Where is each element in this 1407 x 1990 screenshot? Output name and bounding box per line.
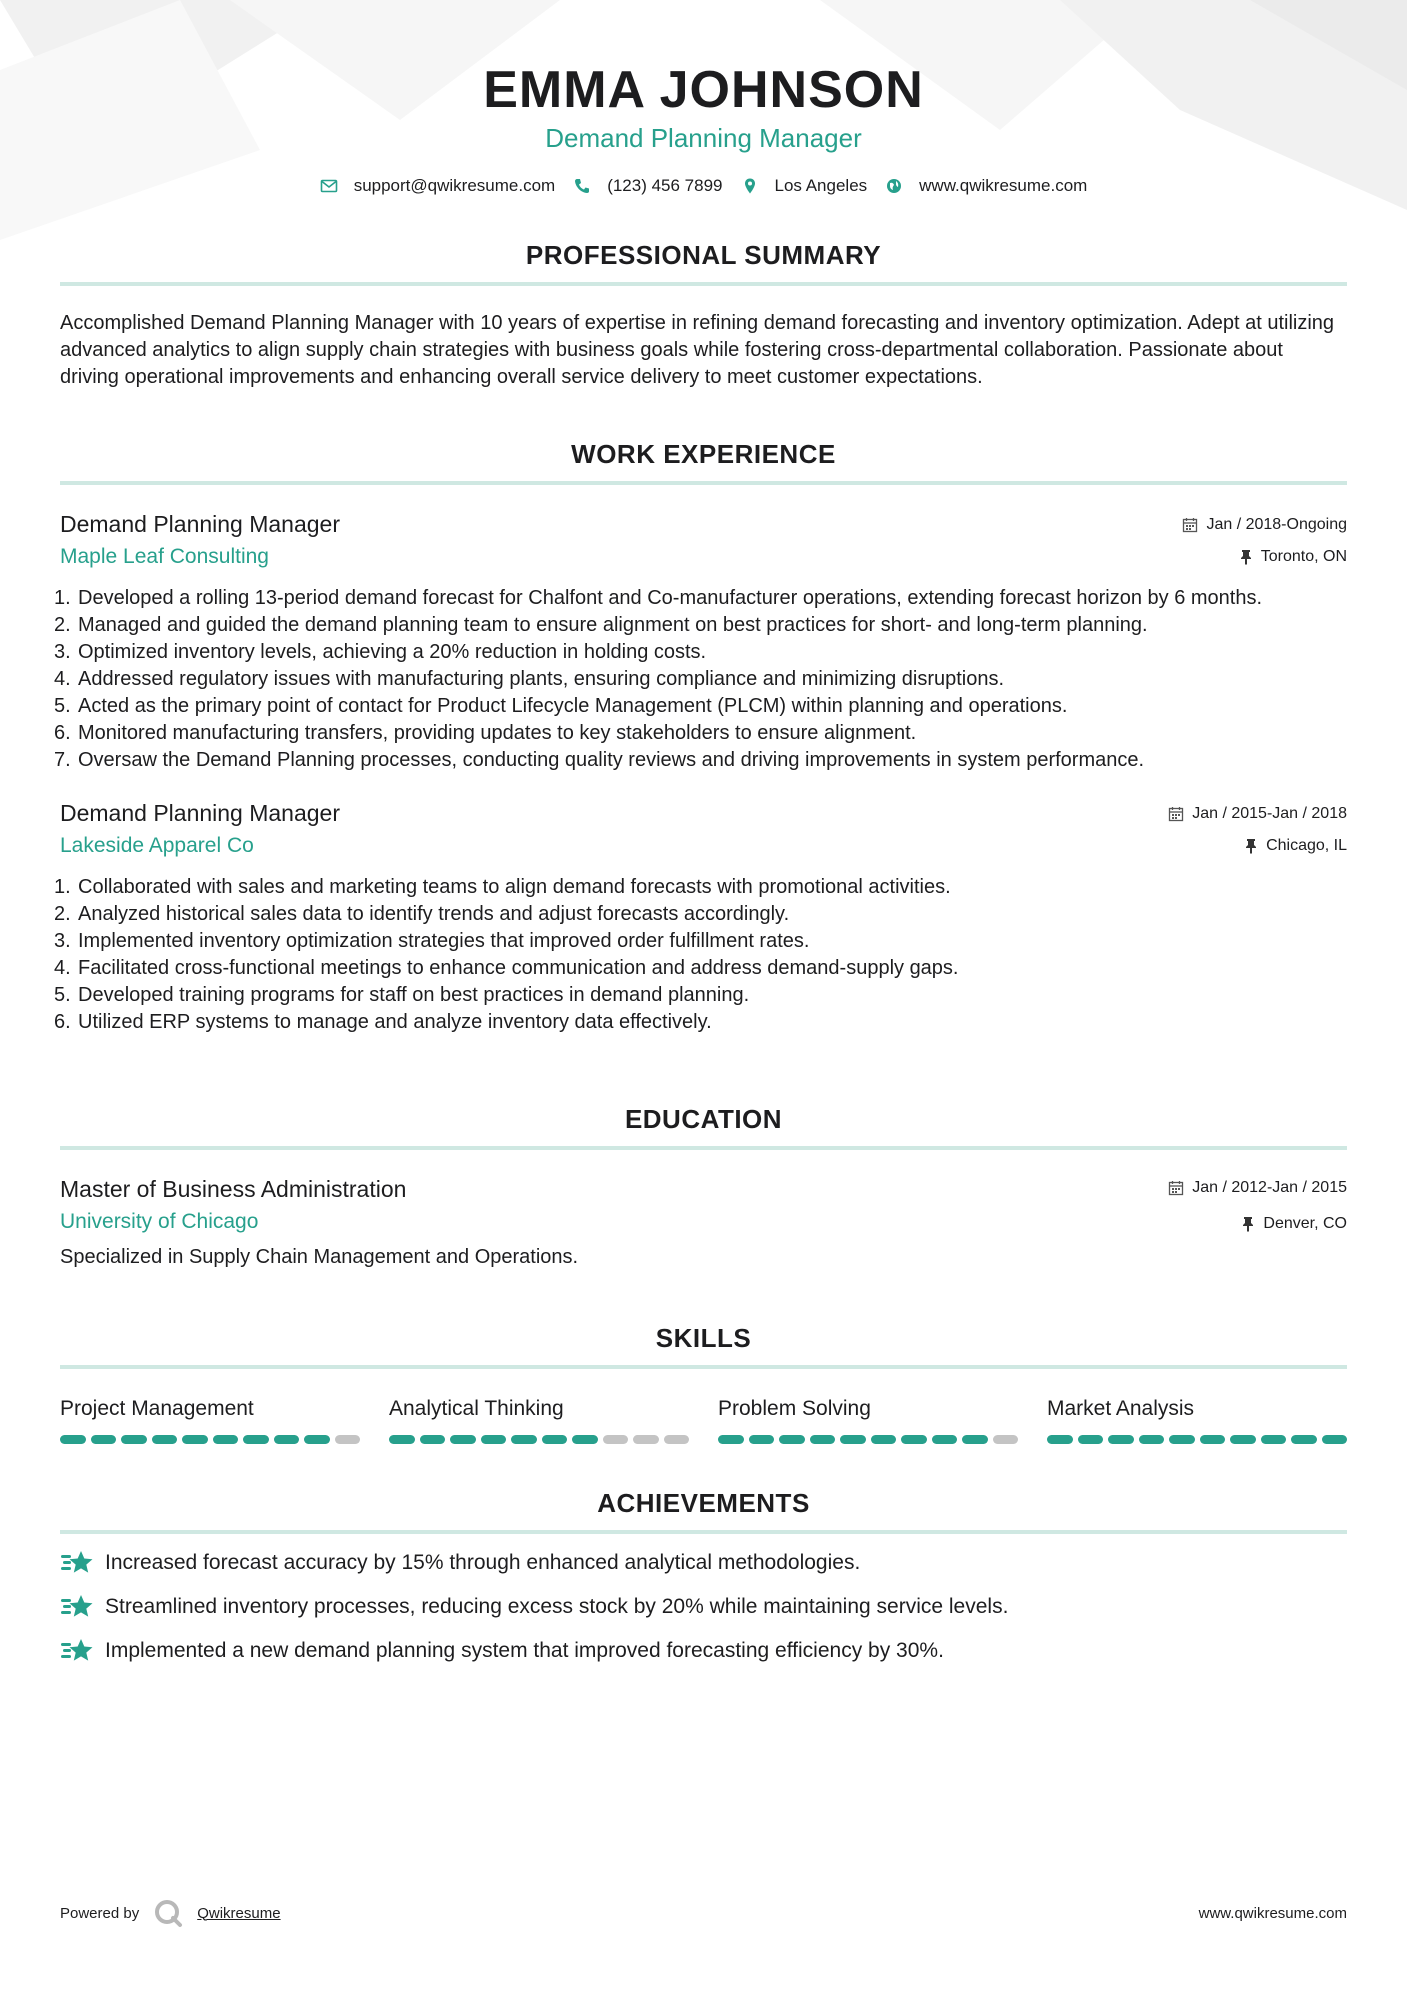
job-meta xyxy=(1168,804,1347,856)
contact-bar xyxy=(60,176,1347,196)
education-entry-header xyxy=(60,1174,1347,1236)
achievements-heading: ACHIEVEMENTS xyxy=(60,1486,1347,1534)
skill-segment-filled xyxy=(1169,1435,1195,1444)
education-detail: Specialized in Supply Chain Management and Operations. xyxy=(60,1246,579,1268)
skill-segment-filled xyxy=(1078,1435,1104,1444)
skill-item xyxy=(389,1395,689,1444)
skill-segment-filled xyxy=(840,1435,866,1444)
phone-icon xyxy=(573,177,591,195)
job-entry xyxy=(60,509,1347,774)
skill-name: Project Management xyxy=(60,1397,254,1420)
list-item: Developed a rolling 13-period demand forecast for Chalfont and Co-manufacturer operations, extending forecast horizon by 6 months. xyxy=(78,587,1263,609)
skill-level-bar xyxy=(1047,1435,1347,1444)
skill-segment-filled xyxy=(871,1435,897,1444)
skill-segment-filled xyxy=(749,1435,775,1444)
list-item: Implemented inventory optimization strategies that improved order fulfillment rates. xyxy=(78,930,810,952)
education-section xyxy=(60,1102,1347,1271)
job-entry-left xyxy=(60,798,340,860)
resume-header xyxy=(60,0,1347,196)
job-dates-text: Jan / 2015-Jan / 2018 xyxy=(1192,805,1347,822)
education-location xyxy=(1168,1214,1347,1234)
qwikresume-logo-icon xyxy=(153,1898,183,1928)
achievement-text: Implemented a new demand planning system that improved forecasting efficiency by 30%. xyxy=(105,1639,944,1662)
skill-item xyxy=(1047,1395,1347,1444)
skill-segment-filled xyxy=(60,1435,86,1444)
calendar-icon xyxy=(1168,1180,1184,1196)
skill-segment-filled xyxy=(91,1435,117,1444)
achievements-section xyxy=(60,1486,1347,1666)
skill-segment-filled xyxy=(962,1435,988,1444)
job-duties-list xyxy=(60,874,1347,1036)
job-meta xyxy=(1182,515,1347,567)
degree-title: Master of Business Administration xyxy=(60,1176,407,1202)
skill-segment-filled xyxy=(1047,1435,1073,1444)
skills-grid xyxy=(60,1395,1347,1444)
skill-name: Problem Solving xyxy=(718,1397,871,1420)
summary-text: Accomplished Demand Planning Manager with 10 years of expertise in refining demand forecasting and inventory optimization. Adept at utilizing advanced analytics to align supply chain strategies with business goals while fostering cross-departmental collaboration. Passionate about driving operational improvements and enhancing overall service delivery to meet customer expectations. xyxy=(60,312,1335,388)
skill-segment-filled xyxy=(1108,1435,1134,1444)
skill-segment-filled xyxy=(1230,1435,1256,1444)
map-pin-icon xyxy=(741,177,759,195)
pushpin-icon xyxy=(1239,549,1253,565)
list-item: Facilitated cross-functional meetings to enhance communication and address demand-supply gaps. xyxy=(78,957,959,979)
skill-segment-filled xyxy=(450,1435,476,1444)
job-entry xyxy=(60,798,1347,1036)
list-item: Analyzed historical sales data to identify trends and adjust forecasts accordingly. xyxy=(78,903,790,925)
skill-level-bar xyxy=(718,1435,1018,1444)
skills-section xyxy=(60,1321,1347,1444)
skill-name: Market Analysis xyxy=(1047,1397,1195,1420)
skill-segment-filled xyxy=(1322,1435,1348,1444)
skill-segment-filled xyxy=(481,1435,507,1444)
list-item: Acted as the primary point of contact for Product Lifecycle Management (PLCM) within planning and operations. xyxy=(78,695,1068,717)
skill-segment-empty xyxy=(335,1435,361,1444)
calendar-icon xyxy=(1182,517,1198,533)
list-item: Oversaw the Demand Planning processes, conducting quality reviews and driving improvements in system performance. xyxy=(78,749,1145,771)
experience-heading: WORK EXPERIENCE xyxy=(60,437,1347,485)
skill-segment-filled xyxy=(511,1435,537,1444)
phone-text: (123) 456 7899 xyxy=(607,176,723,195)
skill-segment-empty xyxy=(993,1435,1019,1444)
list-item xyxy=(60,1592,1347,1622)
powered-by-label: Powered by xyxy=(60,1904,140,1922)
star-icon xyxy=(60,1637,94,1665)
website-text: www.qwikresume.com xyxy=(919,176,1088,195)
skill-segment-filled xyxy=(213,1435,239,1444)
skill-level-bar xyxy=(60,1435,360,1444)
job-entry-header xyxy=(60,798,1347,860)
calendar-icon xyxy=(1168,806,1184,822)
skill-segment-empty xyxy=(664,1435,690,1444)
skill-segment-filled xyxy=(1139,1435,1165,1444)
skill-segment-filled xyxy=(389,1435,415,1444)
skill-segment-filled xyxy=(274,1435,300,1444)
skill-item xyxy=(718,1395,1018,1444)
job-location xyxy=(1168,836,1347,856)
skills-heading: SKILLS xyxy=(60,1321,1347,1369)
skill-segment-empty xyxy=(633,1435,659,1444)
skill-segment-filled xyxy=(572,1435,598,1444)
skill-name: Analytical Thinking xyxy=(389,1397,564,1420)
skill-segment-empty xyxy=(603,1435,629,1444)
achievement-text: Streamlined inventory processes, reducing excess stock by 20% while maintaining service levels. xyxy=(105,1595,1009,1618)
job-entry-left xyxy=(60,509,340,571)
list-item: Addressed regulatory issues with manufacturing plants, ensuring compliance and minimizing disruptions. xyxy=(78,668,1005,690)
job-location-text: Chicago, IL xyxy=(1266,837,1347,854)
contact-website[interactable] xyxy=(885,176,1087,196)
qwikresume-link[interactable]: Qwikresume xyxy=(197,1904,281,1922)
job-duties-list xyxy=(60,585,1347,774)
list-item: Optimized inventory levels, achieving a 20% reduction in holding costs. xyxy=(78,641,707,663)
candidate-title: Demand Planning Manager xyxy=(545,123,862,153)
education-dates-text: Jan / 2012-Jan / 2015 xyxy=(1192,1179,1347,1196)
skill-segment-filled xyxy=(182,1435,208,1444)
star-icon xyxy=(60,1593,94,1621)
skill-segment-filled xyxy=(810,1435,836,1444)
education-location-text: Denver, CO xyxy=(1263,1215,1347,1232)
skill-segment-filled xyxy=(420,1435,446,1444)
list-item: Developed training programs for staff on best practices in demand planning. xyxy=(78,984,750,1006)
envelope-icon xyxy=(320,177,338,195)
footer-website[interactable]: www.qwikresume.com xyxy=(1198,1904,1347,1922)
pushpin-icon xyxy=(1241,1216,1255,1232)
candidate-name: EMMA JOHNSON xyxy=(483,61,924,119)
education-dates xyxy=(1168,1178,1347,1198)
education-entry-left xyxy=(60,1174,406,1236)
education-entry xyxy=(60,1174,1347,1271)
globe-icon xyxy=(885,177,903,195)
job-dates-text: Jan / 2018-Ongoing xyxy=(1206,516,1347,533)
skill-level-bar xyxy=(389,1435,689,1444)
achievements-list xyxy=(60,1548,1347,1666)
summary-section xyxy=(60,238,1347,391)
skill-segment-filled xyxy=(121,1435,147,1444)
contact-location xyxy=(741,176,868,196)
page-footer xyxy=(60,1898,1347,1928)
skill-segment-filled xyxy=(542,1435,568,1444)
job-company: Lakeside Apparel Co xyxy=(60,834,254,857)
job-location xyxy=(1182,547,1347,567)
job-dates xyxy=(1168,804,1347,824)
skill-segment-filled xyxy=(1200,1435,1226,1444)
powered-by xyxy=(60,1898,281,1928)
list-item: Utilized ERP systems to manage and analyze inventory data effectively. xyxy=(78,1011,712,1033)
experience-section xyxy=(60,437,1347,1036)
skill-segment-filled xyxy=(152,1435,178,1444)
summary-heading: PROFESSIONAL SUMMARY xyxy=(60,238,1347,286)
location-text: Los Angeles xyxy=(774,176,868,195)
contact-email[interactable] xyxy=(320,176,556,196)
education-meta xyxy=(1168,1178,1347,1234)
skill-segment-filled xyxy=(901,1435,927,1444)
list-item xyxy=(60,1636,1347,1666)
skill-segment-filled xyxy=(1261,1435,1287,1444)
job-title: Demand Planning Manager xyxy=(60,800,341,826)
list-item: Monitored manufacturing transfers, providing updates to key stakeholders to ensure alignment. xyxy=(78,722,917,744)
pushpin-icon xyxy=(1244,838,1258,854)
achievement-text: Increased forecast accuracy by 15% through enhanced analytical methodologies. xyxy=(105,1551,861,1574)
skill-segment-filled xyxy=(932,1435,958,1444)
skill-segment-filled xyxy=(779,1435,805,1444)
star-icon xyxy=(60,1549,94,1577)
list-item: Collaborated with sales and marketing teams to align demand forecasts with promotional activities. xyxy=(78,876,951,898)
skill-segment-filled xyxy=(718,1435,744,1444)
job-location-text: Toronto, ON xyxy=(1260,548,1347,565)
school-name: University of Chicago xyxy=(60,1210,259,1233)
job-entry-header xyxy=(60,509,1347,571)
list-item xyxy=(60,1548,1347,1578)
job-company: Maple Leaf Consulting xyxy=(60,545,269,568)
skill-segment-filled xyxy=(1291,1435,1317,1444)
list-item: Managed and guided the demand planning team to ensure alignment on best practices for short- and long-term planning. xyxy=(78,614,1148,636)
contact-phone[interactable] xyxy=(573,176,722,196)
education-heading: EDUCATION xyxy=(60,1102,1347,1150)
email-text: support@qwikresume.com xyxy=(353,176,556,195)
job-dates xyxy=(1182,515,1347,535)
skill-segment-filled xyxy=(304,1435,330,1444)
skill-segment-filled xyxy=(243,1435,269,1444)
job-title: Demand Planning Manager xyxy=(60,511,341,537)
skill-item xyxy=(60,1395,360,1444)
